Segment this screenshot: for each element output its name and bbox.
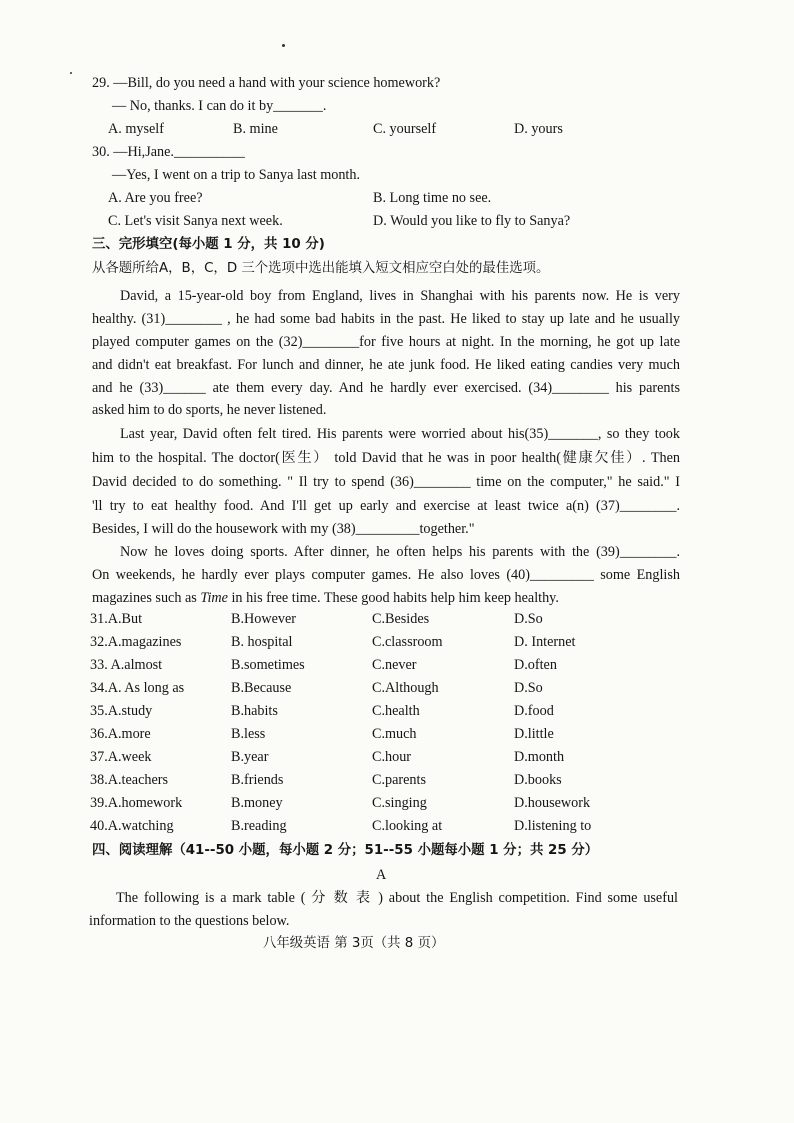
- passage-line: healthy. (31)________ , he had some bad habits in the past. He liked to stay up late and he usually: [92, 311, 680, 327]
- reading-intro: The following is a mark table ( 分 数 表 ) about the English competition. Find some useful: [116, 890, 678, 906]
- passage-line: Now he loves doing sports. After dinner, he often helps his parents with the (39)________.: [120, 544, 680, 560]
- passage-line: Besides, I will do the housework with my (38)_________together.": [92, 521, 475, 537]
- reading-heading: 四、阅读理解（41--50 小题，每小题 2 分；51--55 小题每小题 1 分；共 25 分）: [92, 843, 599, 858]
- passage-line: asked him to do sports, he never listened.: [92, 402, 327, 418]
- cloze-option: D.little: [514, 726, 554, 742]
- reading-part-label: A: [376, 867, 387, 883]
- passage-text: in his free time. These good habits help him keep healthy.: [227, 590, 559, 606]
- cloze-option: 36.A.more: [90, 726, 151, 742]
- cloze-option: D.food: [514, 703, 554, 719]
- q30-option-a: A. Are you free?: [108, 190, 203, 206]
- cloze-option: C.classroom: [372, 634, 443, 650]
- cloze-option: 34.A. As long as: [90, 680, 185, 696]
- cloze-option: B.Because: [231, 680, 292, 696]
- cloze-option: B.less: [231, 726, 266, 742]
- scan-speck: [282, 44, 285, 47]
- cloze-option: B.habits: [231, 703, 278, 719]
- cloze-option: D.So: [514, 611, 543, 627]
- passage-line: David, a 15-year-old boy from England, lives in Shanghai with his parents now. He is very: [120, 288, 680, 304]
- passage-line: him to the hospital. The doctor(医生） told David that he was in poor health(健康欠佳）. Then: [92, 450, 680, 466]
- cloze-option: D.often: [514, 657, 557, 673]
- cloze-option: 32.A.magazines: [90, 634, 182, 650]
- cloze-option: C.looking at: [372, 818, 443, 834]
- cloze-option: D. Internet: [514, 634, 576, 650]
- magazine-title: Time: [200, 590, 228, 606]
- cloze-option: 31.A.But: [90, 611, 143, 627]
- cloze-option: 33. A.almost: [90, 657, 163, 673]
- cloze-option: C.never: [372, 657, 417, 673]
- passage-line: David decided to do something. " Il try to spend (36)________ time on the computer," he said." I: [92, 474, 680, 490]
- q29-option-a: A. myself: [108, 121, 164, 137]
- q30-stem: 30. —Hi,Jane.__________: [92, 144, 245, 160]
- cloze-option: C.much: [372, 726, 417, 742]
- passage-line: and he (33)______ ate them every day. And he hardly ever exercised. (34)________ his parents: [92, 380, 680, 396]
- cloze-option: D.listening to: [514, 818, 592, 834]
- passage-line-last: [92, 589, 559, 607]
- cloze-option: 35.A.study: [90, 703, 153, 719]
- cloze-option: C.singing: [372, 795, 427, 811]
- passage-line: 'll try to eat healthy food. And I'll get up early and exercise at least twice a(n) (37)________.: [92, 498, 680, 514]
- passage-line: On weekends, he hardly ever plays computer games. He also loves (40)_________ some English: [92, 567, 680, 583]
- cloze-option: D.month: [514, 749, 565, 765]
- cloze-heading: 三、完形填空(每小题 1 分，共 10 分): [92, 237, 325, 252]
- cloze-option: B.money: [231, 795, 283, 811]
- cloze-option: C.Besides: [372, 611, 430, 627]
- cloze-option: C.hour: [372, 749, 412, 765]
- cloze-option: D.books: [514, 772, 562, 788]
- q29-reply: — No, thanks. I can do it by_______.: [112, 98, 327, 114]
- cloze-option: C.parents: [372, 772, 426, 788]
- q30-option-b: B. Long time no see.: [373, 190, 492, 206]
- cloze-option: D.housework: [514, 795, 591, 811]
- cloze-option: 39.A.homework: [90, 795, 183, 811]
- cloze-option: B.year: [231, 749, 269, 765]
- cloze-option: D.So: [514, 680, 543, 696]
- reading-intro: information to the questions below.: [89, 913, 290, 929]
- cloze-option: B.However: [231, 611, 297, 627]
- q29-option-b: B. mine: [233, 121, 278, 137]
- q29-stem: 29. —Bill, do you need a hand with your science homework?: [92, 75, 441, 91]
- q29-option-c: C. yourself: [373, 121, 437, 137]
- cloze-option: C.health: [372, 703, 420, 719]
- cloze-option: 38.A.teachers: [90, 772, 168, 788]
- cloze-option: B.friends: [231, 772, 284, 788]
- page-footer: 八年级英语 第 3页（共 8 页）: [263, 936, 445, 951]
- passage-line: played computer games on the (32)________for five hours at night. In the morning, he got up late: [92, 334, 680, 350]
- passage-line: and didn't eat breakfast. For lunch and dinner, he ate junk food. He liked eating candies very much: [92, 357, 680, 373]
- cloze-option: C.Although: [372, 680, 439, 696]
- q30-reply: —Yes, I went on a trip to Sanya last month.: [112, 167, 361, 183]
- scan-speck: [70, 72, 72, 74]
- q30-option-d: D. Would you like to fly to Sanya?: [373, 213, 571, 229]
- cloze-option: 37.A.week: [90, 749, 152, 765]
- cloze-option: B.reading: [231, 818, 287, 834]
- cloze-option: B.sometimes: [231, 657, 305, 673]
- cloze-option: 40.A.watching: [90, 818, 174, 834]
- passage-text: magazines such as: [92, 590, 201, 606]
- cloze-instruction: 从各题所给A，B，C，D 三个选项中选出能填入短文相应空白处的最佳选项。: [92, 261, 550, 276]
- cloze-option: B. hospital: [231, 634, 293, 650]
- passage-line: Last year, David often felt tired. His parents were worried about his(35)_______, so they took: [120, 426, 680, 442]
- q30-option-c: C. Let's visit Sanya next week.: [108, 213, 283, 229]
- q29-option-d: D. yours: [514, 121, 563, 137]
